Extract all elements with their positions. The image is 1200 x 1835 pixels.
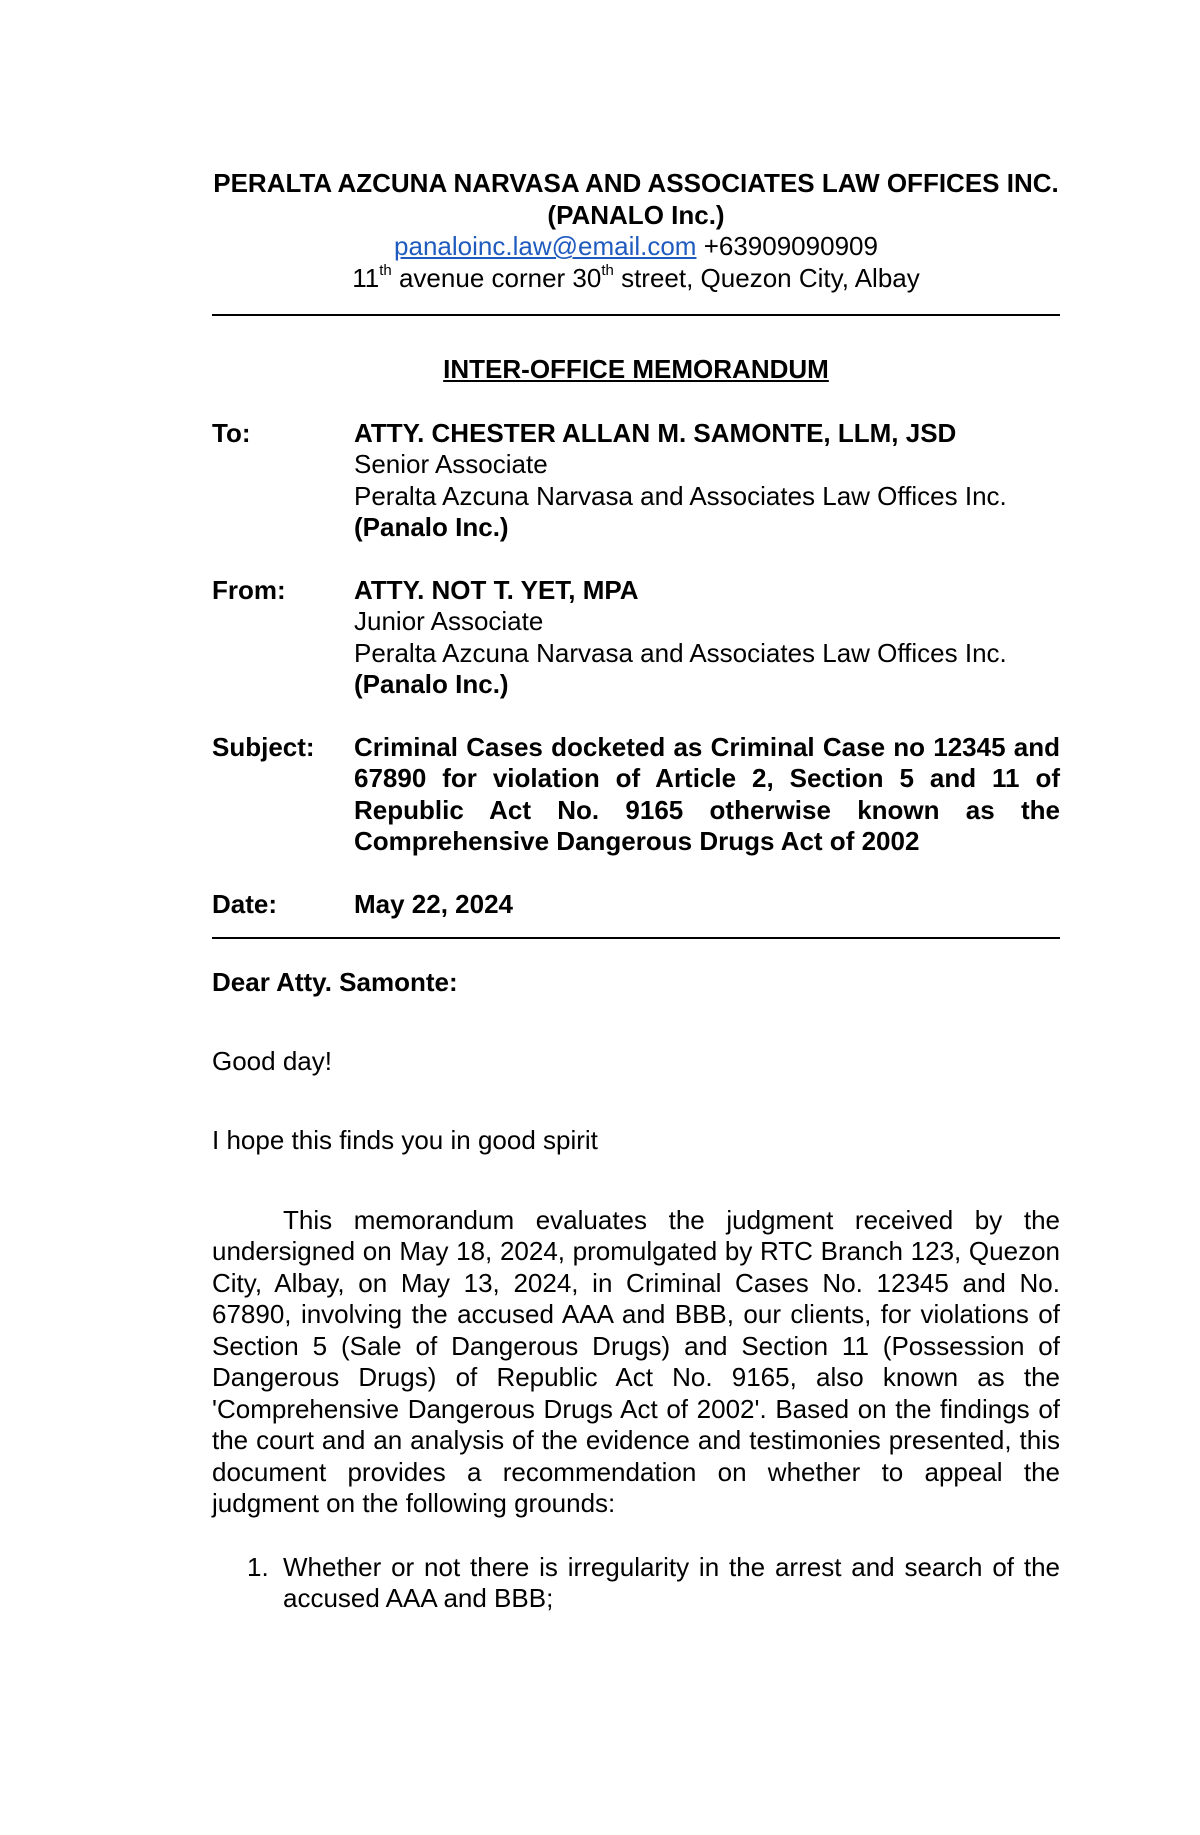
address-superscript: th xyxy=(379,261,392,279)
recipient-firm-short: (Panalo Inc.) xyxy=(354,512,509,542)
firm-address xyxy=(212,263,1060,295)
list-item-number: 1. xyxy=(247,1551,269,1582)
recipient-name: ATTY. CHESTER ALLAN M. SAMONTE, LLM, JSD xyxy=(354,417,957,448)
sender-name: ATTY. NOT T. YET, MPA xyxy=(354,574,639,605)
greeting: Good day! xyxy=(212,1045,332,1076)
date-value: May 22, 2024 xyxy=(354,888,514,919)
grounds-list xyxy=(212,1552,1060,1615)
date-field xyxy=(212,889,1060,921)
contact-line xyxy=(212,231,1060,263)
to-body xyxy=(354,418,1060,544)
header-divider xyxy=(212,314,1060,316)
firm-name: PERALTA AZCUNA NARVASA AND ASSOCIATES LAW OFFICES INC. (PANALO Inc.) xyxy=(213,168,1059,230)
to-field xyxy=(212,418,1060,544)
address-part: 11 xyxy=(352,262,380,293)
from-label: From: xyxy=(212,574,286,605)
address-part: street, Quezon City, Albay xyxy=(613,262,920,293)
sender-position: Junior Associate xyxy=(354,606,544,636)
sender-firm-short: (Panalo Inc.) xyxy=(354,669,509,699)
body-paragraph: This memorandum evaluates the judgment received by the undersigned on May 18, 2024, promulgated by RTC Branch 123, Quezon City, Albay, on May 13, 2024, in Criminal Cases No. 12345 and No. 67890, involving the accused AAA and BBB, our clients, for violations of Section 5 (Sale of Dangerous Drugs) and Section 11 (Possession of Dangerous Drugs) of Republic Act No. 9165, also known as the 'Comprehensive Dangerous Drugs Act of 2002'. Based on the findings of the court and an analysis of the evidence and testimonies presented, this document provides a recommendation on whether to appeal the judgment on the following grounds: xyxy=(212,1204,1060,1518)
memo-content xyxy=(212,168,1060,1615)
email-link[interactable]: panaloinc.law@email.com xyxy=(394,231,697,261)
memo-title: INTER-OFFICE MEMORANDUM xyxy=(443,354,829,384)
recipient-firm: Peralta Azcuna Narvasa and Associates Law Offices Inc. xyxy=(354,480,1007,511)
from-field xyxy=(212,575,1060,701)
address-superscript: th xyxy=(601,261,614,279)
letterhead xyxy=(212,168,1060,294)
to-label: To: xyxy=(212,417,251,448)
recipient-position: Senior Associate xyxy=(354,449,548,479)
subject-label: Subject: xyxy=(212,731,315,762)
sender-firm: Peralta Azcuna Narvasa and Associates Law Offices Inc. xyxy=(354,637,1007,668)
address-part: avenue corner 30 xyxy=(391,262,602,293)
list-item-text: Whether or not there is irregularity in the arrest and search of the accused AAA and BBB; xyxy=(283,1551,1060,1613)
date-label: Date: xyxy=(212,888,278,919)
wish-line: I hope this finds you in good spirit xyxy=(212,1125,598,1155)
from-body xyxy=(354,575,1060,701)
memo-divider xyxy=(212,937,1060,939)
subject-text: Criminal Cases docketed as Criminal Case no 12345 and 67890 for violation of Article 2, Section 5 and 11 of Republic Act No. 9165 otherwise known as the Comprehensive Dangerous Drugs Act of 2002 xyxy=(354,731,1060,856)
phone-number: +63909090909 xyxy=(703,231,878,261)
salutation: Dear Atty. Samonte: xyxy=(212,967,458,997)
list-item xyxy=(247,1552,1060,1615)
subject-field xyxy=(212,732,1060,858)
